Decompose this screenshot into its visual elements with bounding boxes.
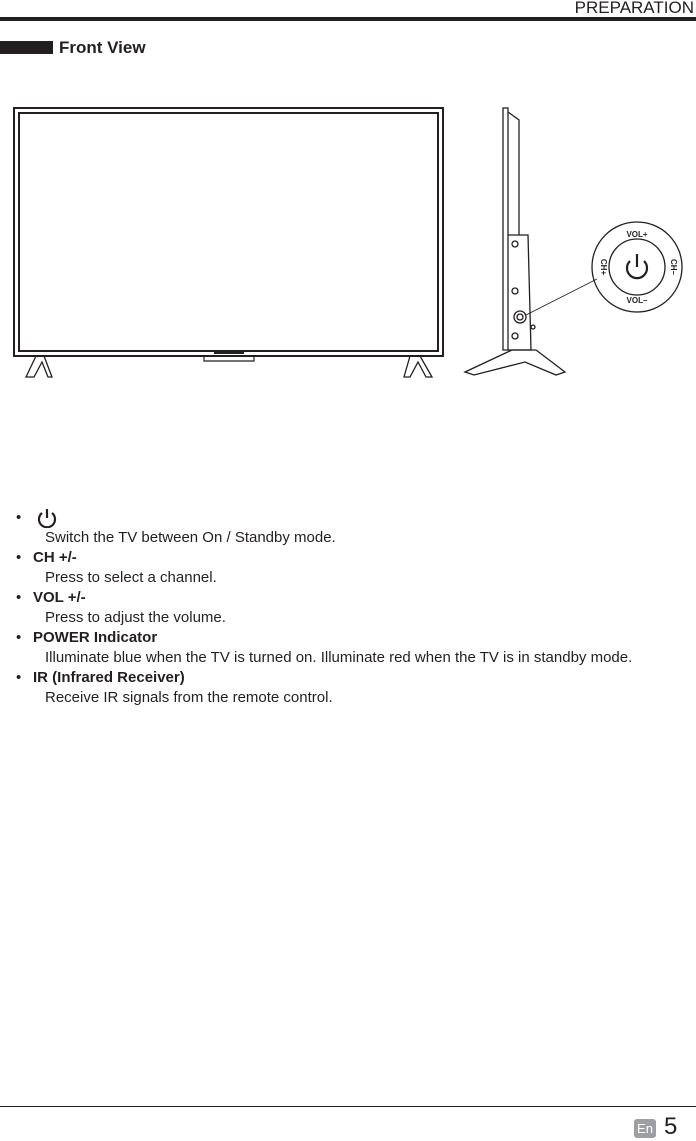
bottom-rule xyxy=(0,1106,696,1107)
list-item-vol xyxy=(0,588,696,628)
tv-front xyxy=(14,108,443,377)
brand-logo xyxy=(214,350,244,354)
page-number: 5 xyxy=(664,1113,678,1140)
vol-plus-label: VOL+ xyxy=(626,230,648,239)
vol-minus-label: VOL– xyxy=(626,296,648,305)
title-marker xyxy=(0,41,53,54)
item-heading: POWER Indicator xyxy=(33,629,158,646)
tv-front-view-figure xyxy=(0,100,696,385)
ch-minus-label: CH– xyxy=(669,258,678,276)
item-heading: VOL +/- xyxy=(33,589,86,606)
item-heading: IR (Infrared Receiver) xyxy=(33,669,185,686)
section-header: PREPARATION xyxy=(574,0,694,17)
item-description: Press to adjust the volume. xyxy=(45,609,226,626)
top-rule xyxy=(0,17,696,21)
list-item-ch xyxy=(0,548,696,588)
list-item-power xyxy=(0,508,696,548)
item-description: Switch the TV between On / Standby mode. xyxy=(45,529,336,546)
item-description: Receive IR signals from the remote control. xyxy=(45,689,333,706)
item-heading xyxy=(0,508,696,528)
item-description: Illuminate blue when the TV is turned on. Illuminate red when the TV is in standby mode. xyxy=(45,649,633,666)
bullet: • xyxy=(16,589,22,606)
page-title: Front View xyxy=(59,38,146,57)
item-heading: CH +/- xyxy=(33,549,77,566)
tv-side xyxy=(465,108,682,375)
bullet: • xyxy=(16,629,22,646)
power-icon xyxy=(627,254,647,278)
bullet: • xyxy=(16,549,22,566)
list-item-power-indicator xyxy=(0,628,696,668)
list-item-ir xyxy=(0,668,696,708)
language-badge: En xyxy=(634,1119,656,1138)
ch-plus-label: CH+ xyxy=(599,258,608,276)
bullet: • xyxy=(16,669,22,686)
item-description: Press to select a channel. xyxy=(45,569,217,586)
bullet: • xyxy=(16,509,22,526)
power-icon xyxy=(36,508,58,528)
controls-list xyxy=(0,508,696,708)
